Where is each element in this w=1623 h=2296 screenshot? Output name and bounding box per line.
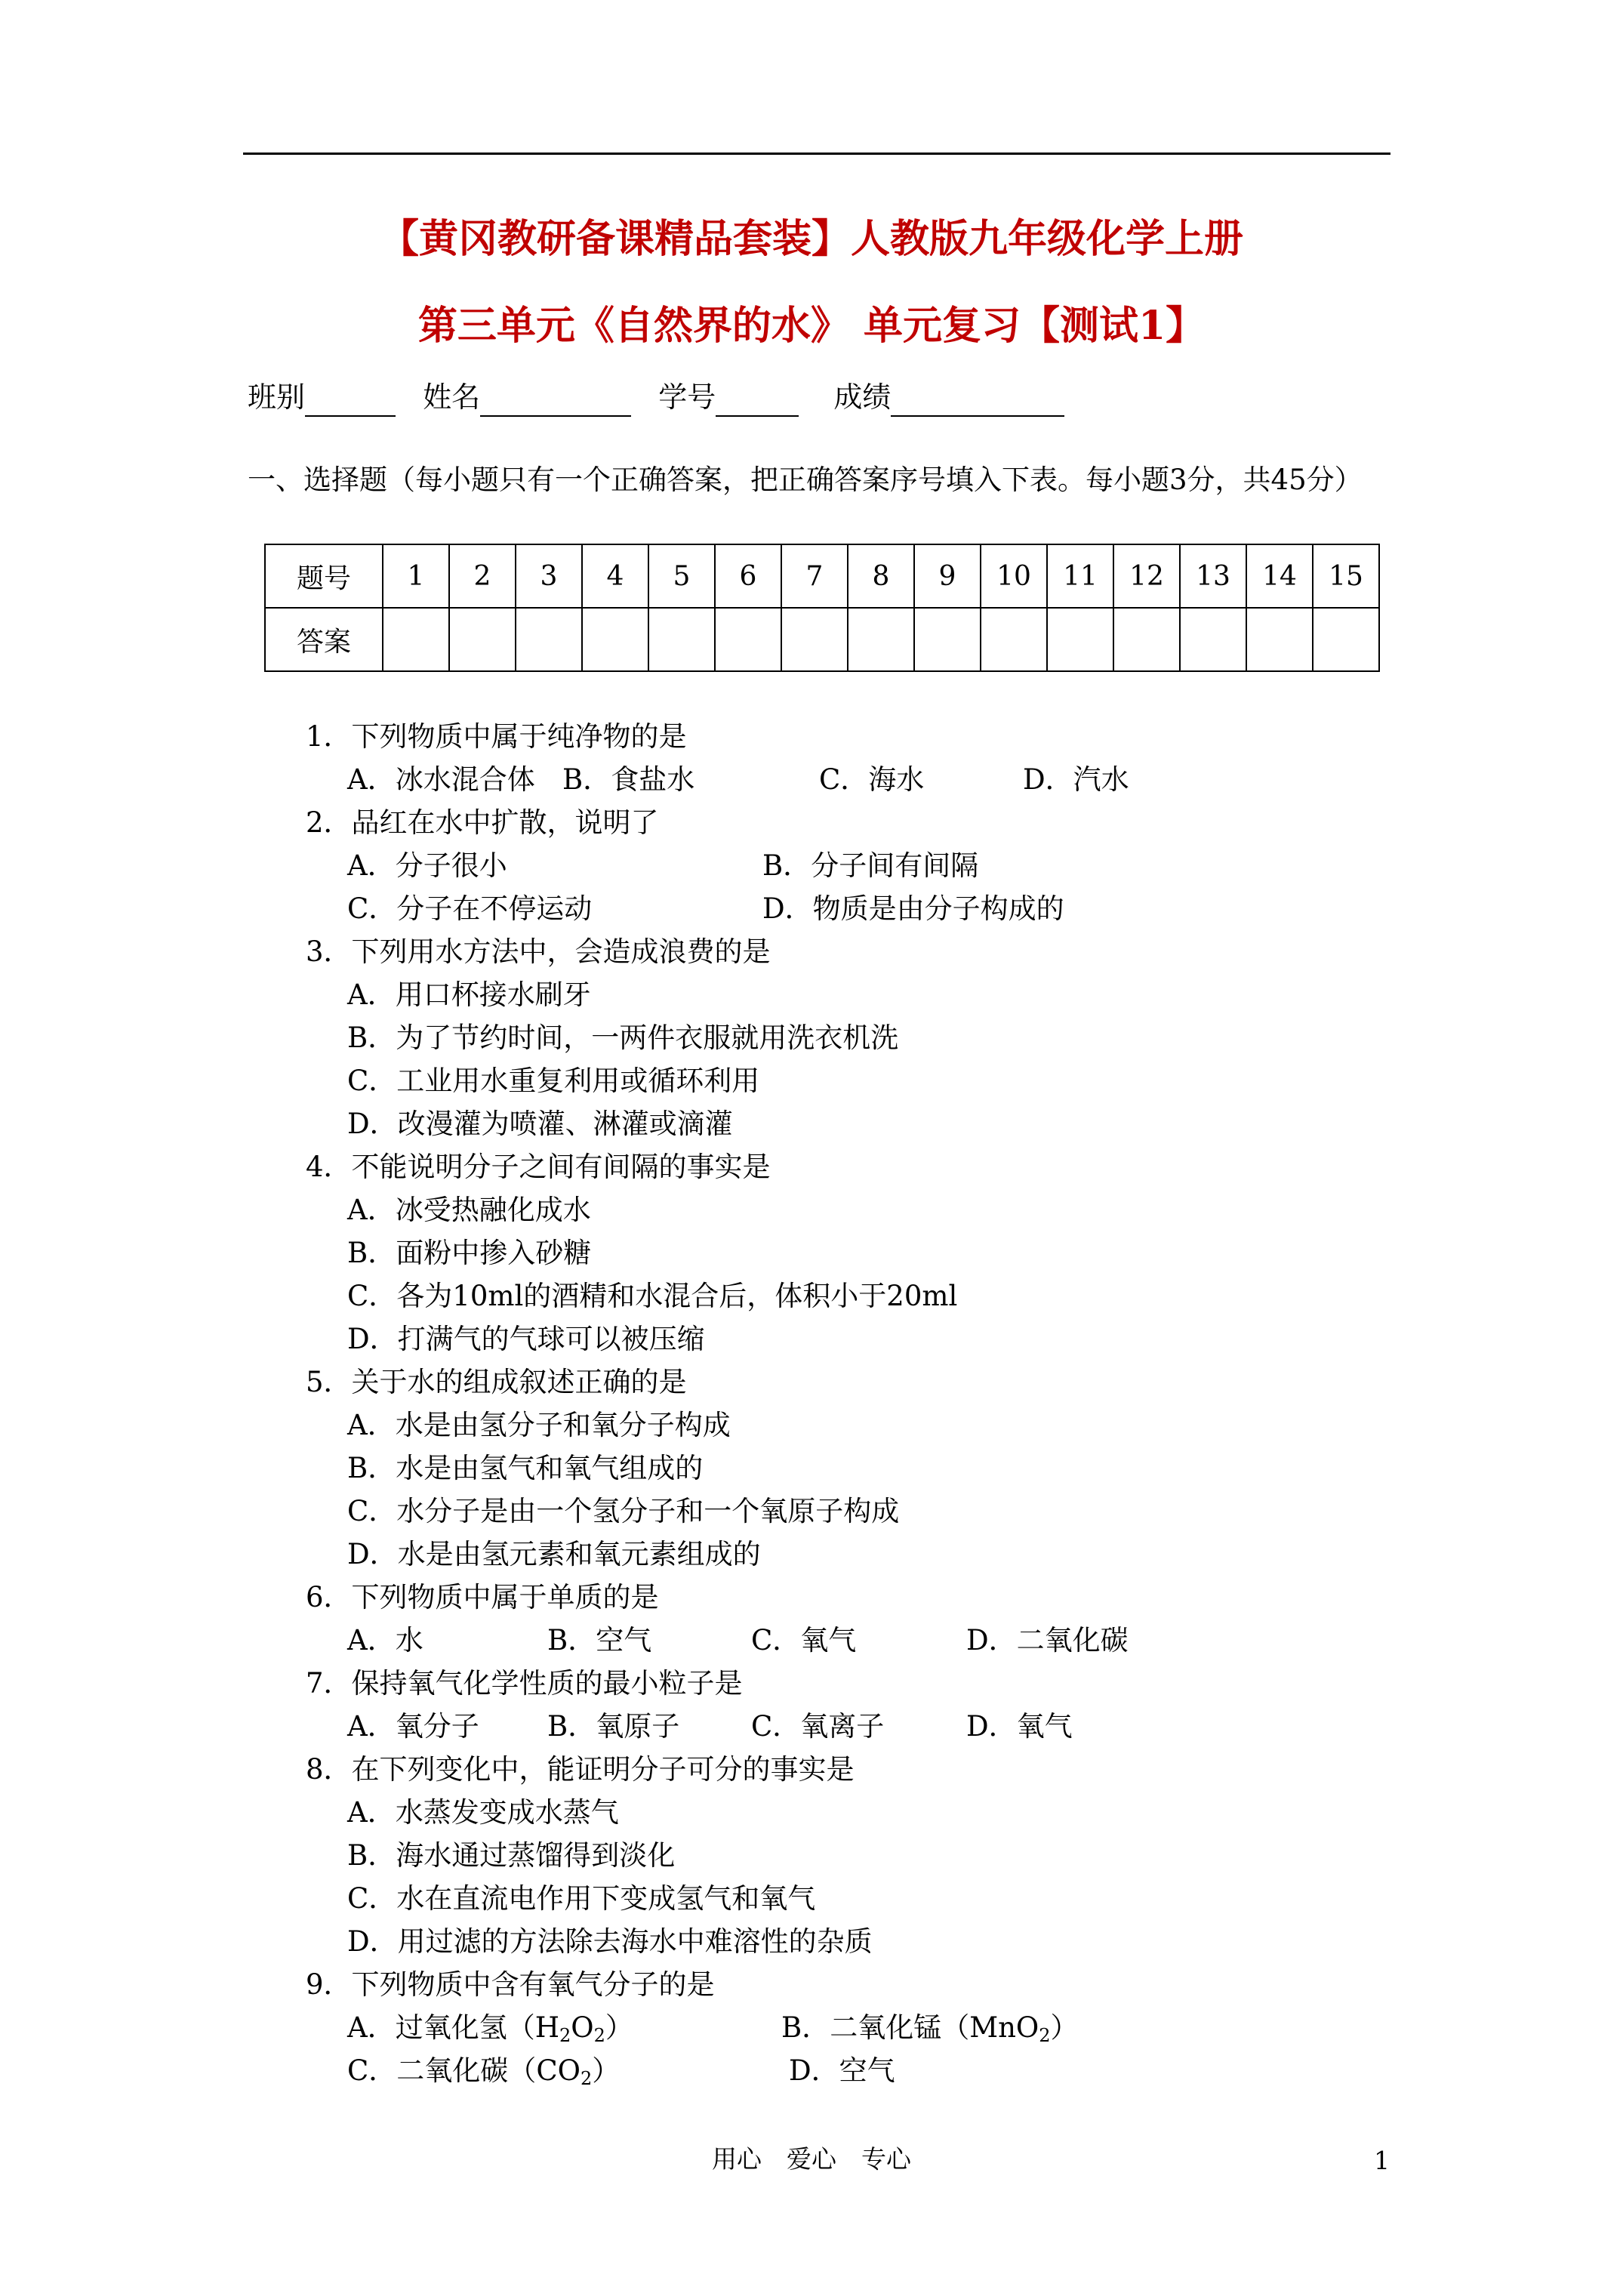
- question-number-cell: 4: [582, 544, 648, 608]
- question-4-option-b: B．面粉中掺入砂糖: [347, 1237, 592, 1269]
- question-6-stem: 6．下列物质中属于单质的是: [306, 1581, 659, 1613]
- question-8-option-b: B．海水通过蒸馏得到淡化: [347, 1839, 676, 1872]
- question-number-header: 题号: [265, 544, 383, 608]
- question-number-cell: 11: [1047, 544, 1113, 608]
- question-7-option-a: A．氧分子: [347, 1710, 479, 1743]
- document-title: 【黄冈教研备课精品套装】人教版九年级化学上册: [379, 216, 1243, 262]
- page-number: 1: [1374, 2146, 1390, 2175]
- question-1-option-b: B．食盐水: [562, 763, 695, 796]
- question-6-option-c: C．氧气: [751, 1624, 857, 1657]
- question-6-option-d: D．二氧化碳: [966, 1624, 1129, 1657]
- answer-cell[interactable]: [449, 608, 516, 671]
- student-info-line: [248, 378, 1083, 417]
- score-blank[interactable]: [891, 385, 1064, 417]
- close-paren: ）: [1050, 2011, 1079, 2044]
- footer-motto: 用心 爱心 专心: [712, 2144, 911, 2174]
- close-paren: ）: [605, 2011, 633, 2044]
- formula-mno: MnO: [969, 2011, 1039, 2044]
- subscript-2: 2: [580, 2068, 593, 2089]
- score-label: 成绩: [833, 381, 892, 414]
- question-3-stem: 3．下列用水方法中，会造成浪费的是: [306, 935, 771, 968]
- question-number-cell: 10: [981, 544, 1047, 608]
- question-9-option-c: [347, 2050, 620, 2092]
- question-6-option-a: A．水: [347, 1624, 423, 1657]
- question-2-option-b: B．分子间有间隔: [762, 849, 979, 882]
- question-number-cell: 9: [914, 544, 981, 608]
- answer-cell[interactable]: [914, 608, 981, 671]
- answer-cell[interactable]: [1047, 608, 1113, 671]
- question-5-option-b: B．水是由氢气和氧气组成的: [347, 1452, 704, 1484]
- question-number-cell: 2: [449, 544, 516, 608]
- section-heading: 一、选择题（每小题只有一个正确答案，把正确答案序号填入下表。每小题3分，共45分）: [248, 464, 1363, 496]
- question-5-stem: 5．关于水的组成叙述正确的是: [306, 1366, 687, 1398]
- answer-cell[interactable]: [981, 608, 1047, 671]
- question-2-option-d: D．物质是由分子构成的: [762, 892, 1064, 925]
- subscript-2: 2: [593, 2025, 605, 2046]
- question-number-cell: 3: [516, 544, 582, 608]
- answer-cell[interactable]: [1246, 608, 1313, 671]
- question-5-option-d: D．水是由氢元素和氧元素组成的: [347, 1538, 761, 1570]
- question-number-cell: 15: [1313, 544, 1379, 608]
- question-3-option-a: A．用口杯接水刷牙: [347, 978, 591, 1011]
- answer-cell[interactable]: [1313, 608, 1379, 671]
- subscript-2: 2: [1039, 2025, 1051, 2046]
- option-b-text: B．二氧化锰（: [781, 2011, 970, 2044]
- question-1-option-a: A．冰水混合体: [347, 763, 535, 796]
- answer-header: 答案: [265, 608, 383, 671]
- question-7-option-b: B．氧原子: [547, 1710, 680, 1743]
- question-number-cell: 8: [848, 544, 914, 608]
- id-blank[interactable]: [716, 385, 799, 417]
- answer-cell[interactable]: [648, 608, 715, 671]
- name-blank[interactable]: [480, 385, 631, 417]
- question-3-option-d: D．改漫灌为喷灌、淋灌或滴灌: [347, 1108, 733, 1140]
- question-number-row: [265, 544, 1379, 608]
- answer-cell[interactable]: [383, 608, 449, 671]
- question-9-stem: 9．下列物质中含有氧气分子的是: [306, 1968, 715, 2001]
- question-4-stem: 4．不能说明分子之间有间隔的事实是: [306, 1151, 771, 1183]
- formula-co: CO: [536, 2054, 581, 2087]
- question-4-option-a: A．冰受热融化成水: [347, 1194, 591, 1226]
- question-2-option-a: A．分子很小: [347, 849, 507, 882]
- question-8-option-d: D．用过滤的方法除去海水中难溶性的杂质: [347, 1925, 873, 1958]
- question-5-option-a: A．水是由氢分子和氧分子构成: [347, 1409, 731, 1441]
- question-7-option-c: C．氧离子: [751, 1710, 885, 1743]
- answer-cell[interactable]: [781, 608, 848, 671]
- answer-cell[interactable]: [848, 608, 914, 671]
- question-3-option-c: C．工业用水重复利用或循环利用: [347, 1065, 760, 1097]
- answer-cell[interactable]: [582, 608, 648, 671]
- header-rule: [243, 153, 1390, 155]
- question-7-stem: 7．保持氧气化学性质的最小粒子是: [306, 1667, 743, 1700]
- answer-cell[interactable]: [1113, 608, 1180, 671]
- question-number-cell: 7: [781, 544, 848, 608]
- question-number-cell: 6: [715, 544, 781, 608]
- question-2-stem: 2．品红在水中扩散，说明了: [306, 806, 659, 839]
- question-7-option-d: D．氧气: [966, 1710, 1073, 1743]
- question-3-option-b: B．为了节约时间，一两件衣服就用洗衣机洗: [347, 1022, 899, 1054]
- question-9-option-a: [347, 2007, 633, 2049]
- formula-o: O: [571, 2011, 594, 2044]
- question-1-option-d: D．汽水: [1023, 763, 1129, 796]
- question-9-option-d: D．空气: [789, 2054, 895, 2087]
- subscript-2: 2: [559, 2025, 571, 2046]
- question-8-option-a: A．水蒸发变成水蒸气: [347, 1796, 619, 1829]
- option-c-text: C．二氧化碳（: [347, 2054, 537, 2087]
- question-1-stem: 1．下列物质中属于纯净物的是: [306, 720, 687, 753]
- question-4-option-c: C．各为10ml的酒精和水混合后，体积小于20ml: [347, 1280, 958, 1312]
- question-number-cell: 12: [1113, 544, 1180, 608]
- option-a-text: A．过氧化氢（: [347, 2011, 535, 2044]
- class-label: 班别: [248, 381, 306, 414]
- close-paren: ）: [592, 2054, 621, 2087]
- question-9-option-b: [781, 2007, 1079, 2049]
- question-8-option-c: C．水在直流电作用下变成氢气和氧气: [347, 1882, 816, 1915]
- class-blank[interactable]: [305, 385, 396, 417]
- question-number-cell: 1: [383, 544, 449, 608]
- document-subtitle: 第三单元《自然界的水》 单元复习【测试1】: [417, 303, 1206, 349]
- question-4-option-d: D．打满气的气球可以被压缩: [347, 1323, 705, 1355]
- question-5-option-c: C．水分子是由一个氢分子和一个氧原子构成: [347, 1495, 900, 1527]
- question-6-option-b: B．空气: [547, 1624, 652, 1657]
- answer-cell[interactable]: [715, 608, 781, 671]
- name-label: 姓名: [423, 381, 481, 414]
- answer-row: [265, 608, 1379, 671]
- answer-cell[interactable]: [516, 608, 582, 671]
- question-2-option-c: C．分子在不停运动: [347, 892, 593, 925]
- question-1-option-c: C．海水: [819, 763, 925, 796]
- question-number-cell: 14: [1246, 544, 1313, 608]
- question-number-cell: 13: [1180, 544, 1246, 608]
- answer-table: [264, 544, 1380, 672]
- question-number-cell: 5: [648, 544, 715, 608]
- answer-cell[interactable]: [1180, 608, 1246, 671]
- question-8-stem: 8．在下列变化中，能证明分子可分的事实是: [306, 1753, 855, 1786]
- id-label: 学号: [658, 381, 716, 414]
- formula-h: H: [534, 2011, 560, 2044]
